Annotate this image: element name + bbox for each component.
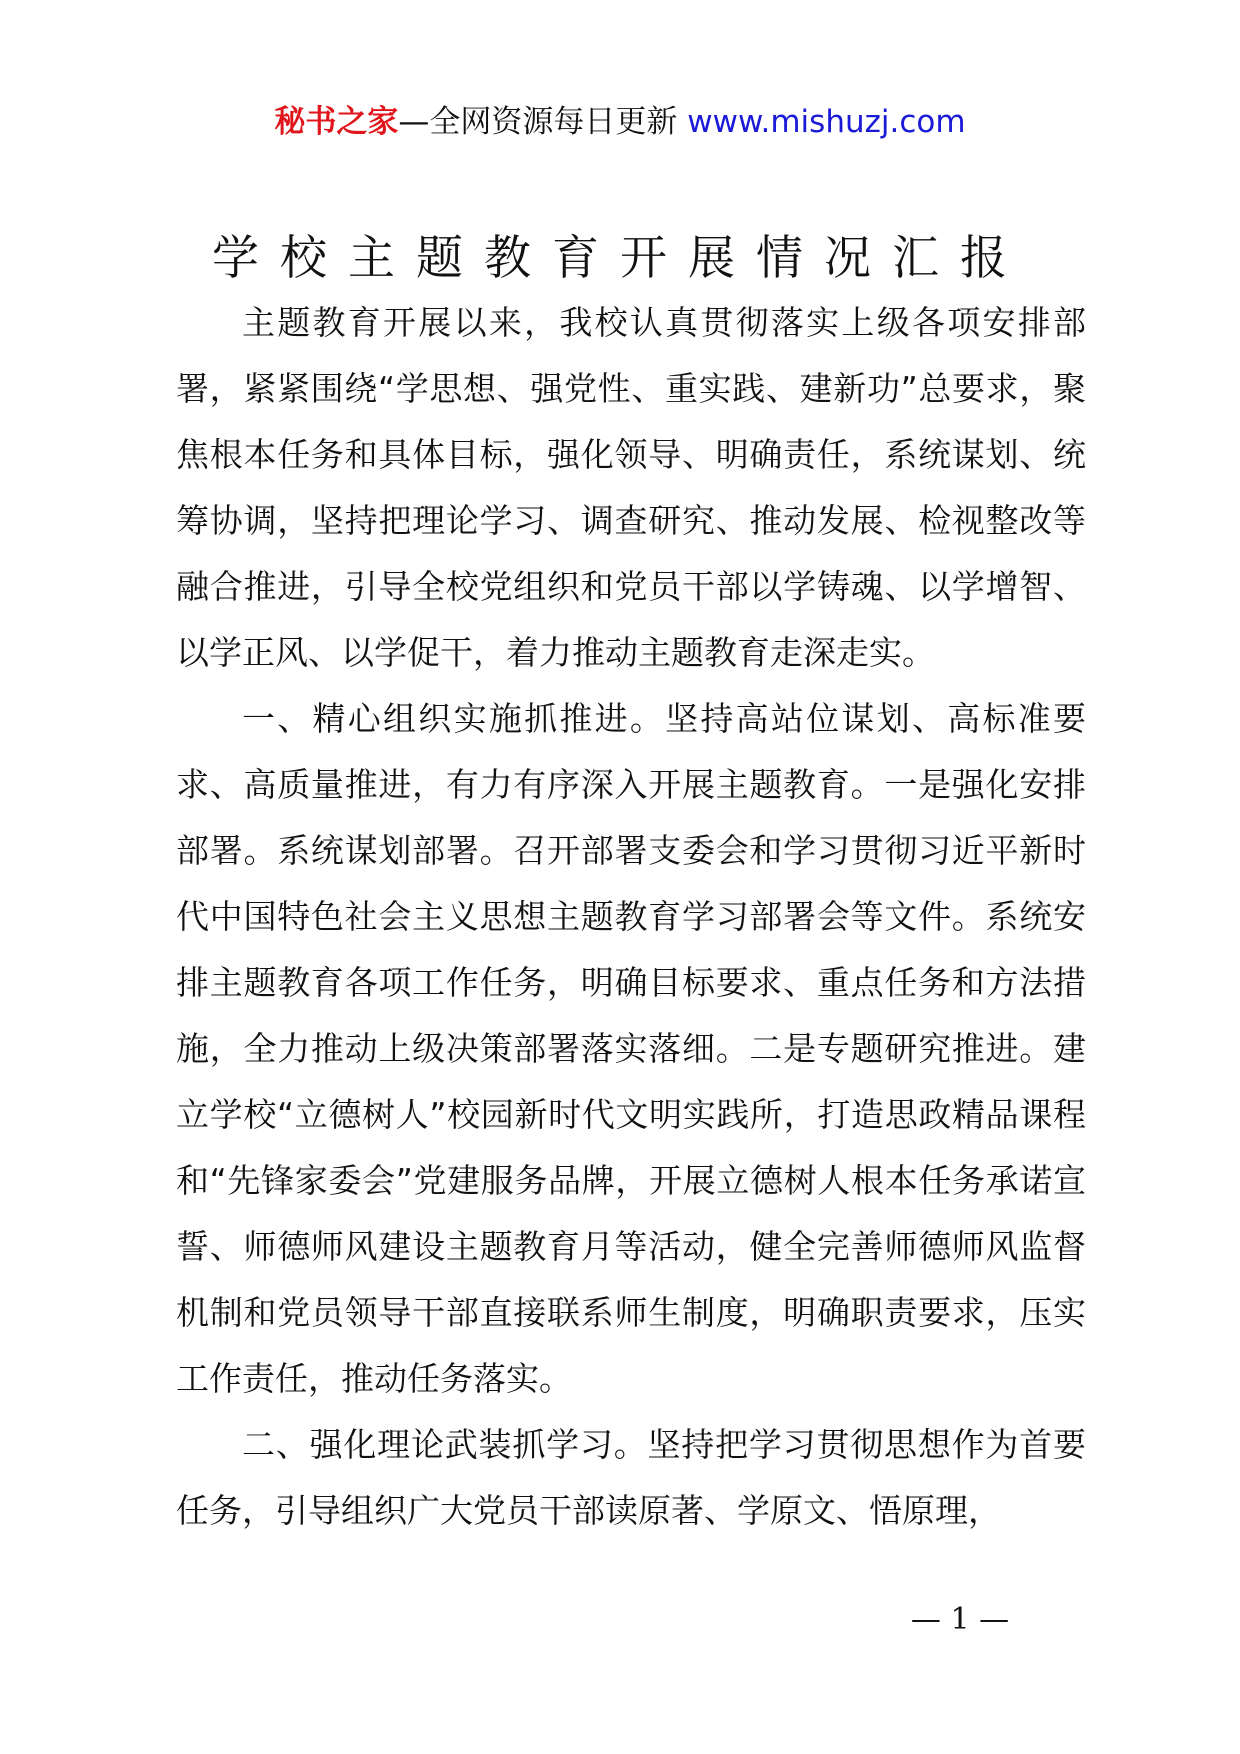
page-number: — 1 — bbox=[910, 1602, 1010, 1637]
paragraph-section-one: 一、精心组织实施抓推进。坚持高站位谋划、高标准要求、高质量推进，有力有序深入开展主题教育。一是强化安排部署。系统谋划部署。召开部署支委会和学习贯彻习近平新时代中国特色社会主义思想主题教育学习部署会等文件。系统安排主题教育各项工作任务，明确目标要求、重点任务和方法措施，全力推动上级决策部署落实落细。二是专题研究推进。建立学校“立德树人”校园新时代文明实践所，打造思政精品课程和“先锋家委会”党建服务品牌，开展立德树人根本任务承诺宣誓、师德师风建设主题教育月等活动，健全完善师德师风监督机制和党员领导干部直接联系师生制度，明确职责要求，压实工作责任，推动任务落实。 bbox=[176, 699, 1086, 1398]
paragraph-section-two: 二、强化理论武装抓学习。坚持把学习贯彻思想作为首要任务，引导组织广大党员干部读原著、学原文、悟原理， bbox=[176, 1425, 1086, 1530]
brand-name: 秘书之家 bbox=[274, 104, 399, 140]
site-url-link[interactable]: www.mishuzj.com bbox=[687, 104, 966, 140]
header-tagline: —全网资源每日更新 bbox=[398, 104, 688, 140]
document-body bbox=[176, 290, 1086, 1544]
paragraph-intro: 主题教育开展以来，我校认真贯彻落实上级各项安排部署，紧紧围绕“学思想、强党性、重实践、建新功”总要求，聚焦根本任务和具体目标，强化领导、明确责任，系统谋划、统筹协调，坚持把理论学习、调查研究、推动发展、检视整改等融合推进，引导全校党组织和党员干部以学铸魂、以学增智、以学正风、以学促干，着力推动主题教育走深走实。 bbox=[176, 303, 1086, 672]
document-title: 学校主题教育开展情况汇报 bbox=[212, 231, 1028, 286]
site-header-banner bbox=[0, 100, 1240, 144]
